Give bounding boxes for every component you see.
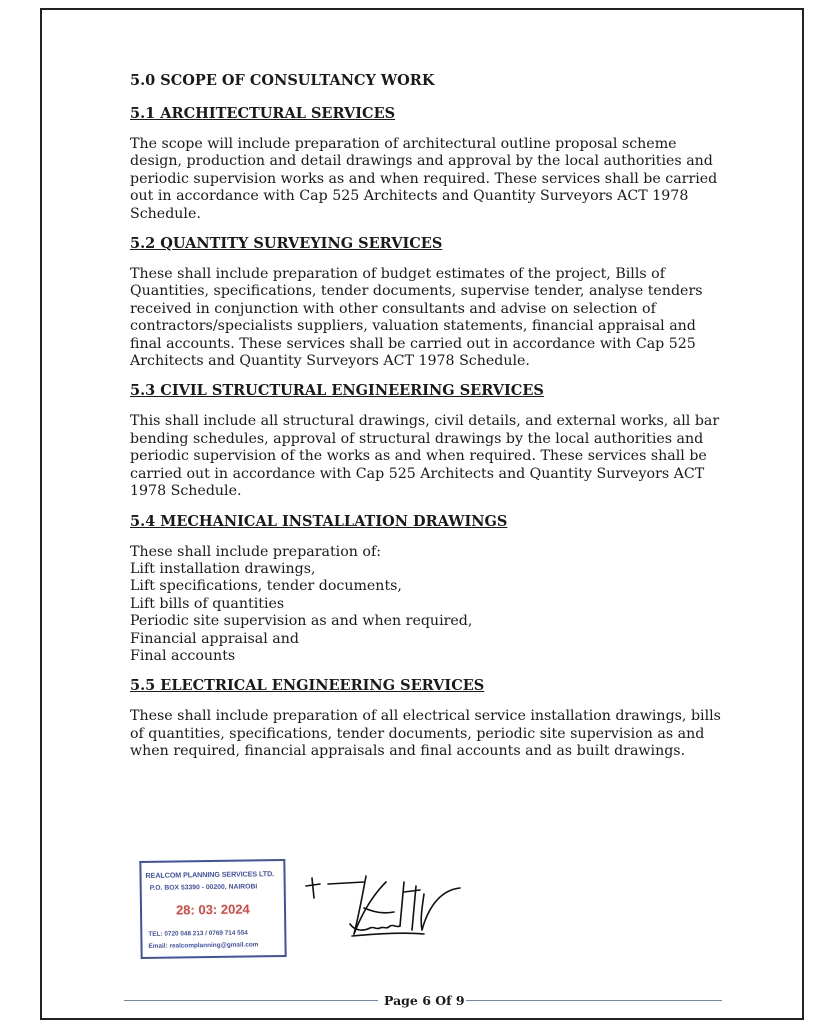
- section-heading: 5.5 ELECTRICAL ENGINEERING SERVICES: [130, 677, 485, 695]
- section-list: [130, 544, 730, 666]
- stamp-company: REALCOM PLANNING SERVICES LTD.: [145, 869, 275, 880]
- section-5-5: [130, 677, 730, 760]
- section-paragraph: These shall include preparation of budget estimates of the project, Bills of Quantities, specifications, tender documents, supervise tender, analyse tenders received in conjunction with other consultants and advise on selection of contractors/specialists suppliers, valuation statements, financial appraisal and final accounts. These services shall be carried out in accordance with Cap 525 Architects and Quantity Surveyors ACT 1978 Schedule.: [130, 266, 703, 370]
- stamp-date: 28: 03: 2024: [175, 901, 250, 918]
- list-item: Periodic site supervision as and when required,: [130, 613, 473, 630]
- signature-icon: [304, 868, 474, 948]
- section-5-3: [130, 382, 730, 500]
- footer-rule-right: [466, 1000, 722, 1001]
- list-item: Lift specifications, tender documents,: [130, 578, 402, 595]
- section-heading: 5.4 MECHANICAL INSTALLATION DRAWINGS: [130, 512, 508, 530]
- section-paragraph: The scope will include preparation of architectural outline proposal scheme design, production and detail drawings and approval by the local authorities and periodic supervision works as and when required. These services shall be carried out in accordance with Cap 525 Architects and Quantity Surveyors ACT 1978 Schedule.: [130, 136, 718, 222]
- list-item: Lift installation drawings,: [130, 560, 316, 577]
- list-item: Financial appraisal and: [130, 630, 299, 647]
- list-item: Lift bills of quantities: [130, 595, 285, 612]
- section-heading: 5.2 QUANTITY SURVEYING SERVICES: [130, 235, 443, 253]
- section-paragraph: This shall include all structural drawings, civil details, and external works, all bar bending schedules, approval of structural drawings by the local authorities and periodic supervision of the works as and when required. These services shall be carried out in accordance with Cap 525 Architects and Quantity Surveyors ACT 1978 Schedule.: [130, 413, 720, 500]
- company-stamp: [139, 859, 286, 959]
- stamp-email: Email: realcomplanning@gmail.com: [148, 941, 259, 950]
- stamp-address: P.O. BOX 53390 - 00200, NAIROBI: [149, 883, 258, 892]
- stamp-tel: TEL: 0720 048 213 / 0769 714 554: [148, 929, 248, 938]
- section-5-2: [130, 235, 730, 370]
- section-5-1: [130, 105, 730, 223]
- list-intro: These shall include preparation of:: [130, 543, 381, 560]
- main-heading: 5.0 SCOPE OF CONSULTANCY WORK: [130, 72, 435, 89]
- section-heading: 5.1 ARCHITECTURAL SERVICES: [130, 105, 396, 122]
- list-item: Final accounts: [130, 647, 236, 664]
- section-heading: 5.3 CIVIL STRUCTURAL ENGINEERING SERVICES: [130, 382, 544, 400]
- page-number: Page 6 Of 9: [384, 993, 465, 1008]
- footer-rule-left: [124, 1000, 378, 1001]
- section-paragraph: These shall include preparation of all electrical service installation drawings, bills of quantities, specifications, tender documents, periodic site supervision as and when required, financial appraisals and final accounts and as built drawings.: [130, 708, 721, 760]
- section-5-4: [130, 513, 730, 666]
- document-body: [130, 72, 730, 773]
